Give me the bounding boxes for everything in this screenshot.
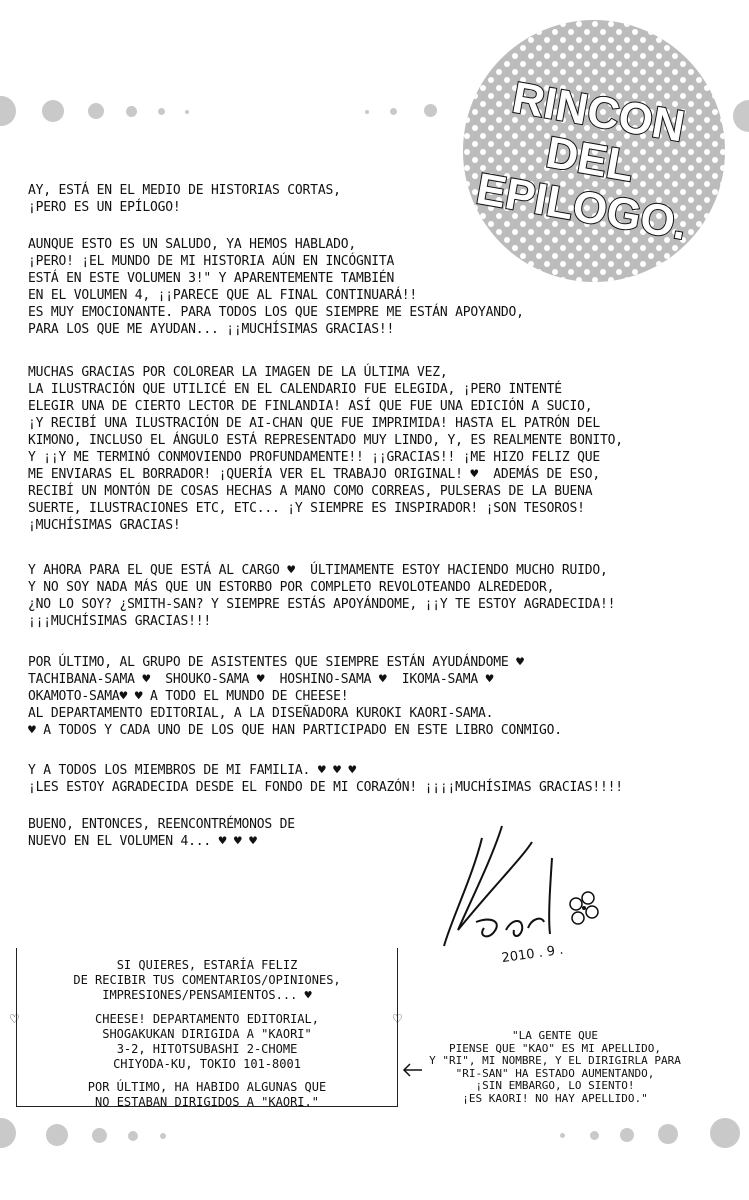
text-line: TACHIBANA-SAMA ♥ SHOUKO-SAMA ♥ HOSHINO-SAMA ♥ IKOMA-SAMA ♥ [28, 672, 494, 687]
paragraph-7 [28, 816, 295, 850]
decor-dot-left-top [0, 96, 16, 126]
text-line: ♥ A TODOS Y CADA UNO DE LOS QUE HAN PARTICIPADO EN ESTE LIBRO CONMIGO. [28, 723, 562, 738]
paragraph-4 [28, 562, 615, 630]
text-line: "LA GENTE QUE [511, 1029, 599, 1042]
decor-dot [46, 1124, 68, 1146]
decor-dot [590, 1131, 599, 1140]
decor-dot-right-top [733, 100, 749, 132]
text-line: DE RECIBIR TUS COMENTARIOS/OPINIONES, [73, 973, 341, 987]
decor-dot [160, 1133, 166, 1139]
text-line: Y AHORA PARA EL QUE ESTÁ AL CARGO ♥ ÚLTIMAMENTE ESTOY HACIENDO MUCHO RUIDO, [28, 563, 608, 578]
decor-dot [88, 103, 104, 119]
text-line: ¡LES ESTOY AGRADECIDA DESDE EL FONDO DE MI CORAZÓN! ¡¡¡¡MUCHÍSIMAS GRACIAS!!!! [28, 780, 623, 795]
paragraph-1 [28, 182, 341, 216]
decor-dot [424, 104, 437, 117]
text-line: ES MUY EMOCIONANTE. PARA TODOS LOS QUE SIEMPRE ME ESTÁN APOYANDO, [28, 305, 524, 320]
text-line: SUERTE, ILUSTRACIONES ETC, ETC... ¡Y SIEMPRE ES INSPIRADOR! ¡SON TESOROS! [28, 501, 585, 516]
text-line: EN EL VOLUMEN 4, ¡¡PARECE QUE AL FINAL CONTINUARÁ!! [28, 288, 417, 303]
text-line: LA ILUSTRACIÓN QUE UTILICÉ EN EL CALENDARIO FUE ELEGIDA, ¡PERO INTENTÉ [28, 382, 562, 397]
text-line: SHOGAKUKAN DIRIGIDA A "KAORI" [102, 1027, 312, 1041]
text-line: ¡PERO! ¡EL MUNDO DE MI HISTORIA AÚN EN INCÓGNITA [28, 254, 395, 269]
decor-dot [158, 108, 165, 115]
text-line: RECIBÍ UN MONTÓN DE COSAS HECHAS A MANO COMO CORREAS, PULSERAS DE LA BUENA [28, 484, 593, 499]
decor-dot [92, 1128, 107, 1143]
decor-dot-left-bottom [0, 1118, 16, 1148]
text-line: 3-2, HITOTSUBASHI 2-CHOME [116, 1042, 298, 1056]
text-line: ¿NO LO SOY? ¿SMITH-SAN? Y SIEMPRE ESTÁS APOYÁNDOME, ¡¡Y TE ESTOY AGRADECIDA!! [28, 597, 616, 612]
decor-dot-right-bottom [710, 1118, 740, 1148]
paragraph-3 [28, 364, 623, 534]
text-line: NO ESTABAN DIRIGIDOS A "KAORI." [95, 1095, 319, 1109]
signature-date: 2010 . 9 . [500, 942, 565, 967]
text-line: CHIYODA-KU, TOKIO 101-8001 [113, 1057, 301, 1071]
text-line: POR ÚLTIMO, HA HABIDO ALGUNAS QUE [87, 1080, 327, 1094]
badge-title: RINCON DEL EPILOGO. [472, 73, 691, 250]
decor-dot [42, 100, 64, 122]
text-line: Y A TODOS LOS MIEMBROS DE MI FAMILIA. ♥ ♥ ♥ [28, 763, 356, 778]
text-line: POR ÚLTIMO, AL GRUPO DE ASISTENTES QUE SIEMPRE ESTÁN AYUDÁNDOME ♥ [28, 655, 524, 670]
letter-box-intro [26, 958, 388, 1003]
text-line: Y "RI", MI NOMBRE, Y EL DIRIGIRLA PARA [429, 1054, 681, 1067]
decor-dot [620, 1128, 634, 1142]
text-line: PARA LOS QUE ME AYUDAN... ¡¡MUCHÍSIMAS GRACIAS!! [28, 322, 395, 337]
text-line: ME ENVIARAS EL BORRADOR! ¡QUERÍA VER EL TRABAJO ORIGINAL! ♥ ADEMÁS DE ESO, [28, 467, 600, 482]
decor-dot [185, 110, 189, 114]
text-line: ¡SIN EMBARGO, LO SIENTO! [475, 1079, 635, 1092]
text-line: ¡ES KAORI! NO HAY APELLIDO." [462, 1091, 648, 1105]
text-line: ¡Y RECIBÍ UNA ILUSTRACIÓN DE AI-CHAN QUE FUE IMPRIMIDA! HASTA EL PATRÓN DEL [28, 416, 600, 431]
text-line: IMPRESIONES/PENSAMIENTOS... ♥ [102, 988, 312, 1002]
text-line: SI QUIERES, ESTARÍA FELIZ [116, 958, 298, 972]
decor-dot [126, 106, 137, 117]
paragraph-2 [28, 236, 524, 338]
side-note [420, 1030, 690, 1105]
text-line: ¡¡¡MUCHÍSIMAS GRACIAS!!! [28, 614, 212, 629]
heart-icon: ♡ [9, 1012, 20, 1026]
text-line: Y ¡¡Y ME TERMINÓ CONMOVIENDO PROFUNDAMENTE!! ¡¡GRACIAS!! ¡ME HIZO FELIZ QUE [28, 450, 600, 465]
text-line: OKAMOTO-SAMA♥ ♥ A TODO EL MUNDO DE CHEESE! [28, 689, 349, 704]
decor-dot [365, 110, 369, 114]
paragraph-6 [28, 762, 623, 796]
decor-dot [658, 1124, 678, 1144]
text-line: MUCHAS GRACIAS POR COLOREAR LA IMAGEN DE LA ÚLTIMA VEZ, [28, 365, 448, 380]
text-line: Y NO SOY NADA MÁS QUE UN ESTORBO POR COMPLETO REVOLOTEANDO ALREDEDOR, [28, 580, 555, 595]
heart-icon: ♡ [392, 1012, 403, 1026]
text-line: ¡MUCHÍSIMAS GRACIAS! [28, 518, 181, 533]
text-line: ELEGIR UNA DE CIERTO LECTOR DE FINLANDIA! ASÍ QUE FUE UNA EDICIÓN A SUCIO, [28, 399, 593, 414]
text-line: PIENSE QUE "KAO" ES MI APELLIDO, [449, 1041, 661, 1055]
decor-dot [560, 1133, 565, 1138]
text-line: AL DEPARTAMENTO EDITORIAL, A LA DISEÑADORA KUROKI KAORI-SAMA. [28, 706, 494, 721]
text-line: "RI-SAN" HA ESTADO AUMENTANDO, [455, 1066, 655, 1080]
text-line: AY, ESTÁ EN EL MEDIO DE HISTORIAS CORTAS, [28, 183, 341, 198]
decor-dot [128, 1131, 138, 1141]
signature-graphic [432, 818, 632, 968]
text-line: CHEESE! DEPARTAMENTO EDITORIAL, [95, 1012, 319, 1026]
mailing-address [26, 1012, 388, 1072]
text-line: ¡PERO ES UN EPÍLOGO! [28, 200, 181, 215]
paragraph-5 [28, 654, 562, 739]
letter-box-closing [26, 1080, 388, 1110]
text-line: ESTÁ EN ESTE VOLUMEN 3!" Y APARENTEMENTE TAMBIÉN [28, 271, 395, 286]
text-line: AUNQUE ESTO ES UN SALUDO, YA HEMOS HABLADO, [28, 237, 356, 252]
text-line: KIMONO, INCLUSO EL ÁNGULO ESTÁ REPRESENTADO MUY LINDO, Y, ES REALMENTE BONITO, [28, 433, 623, 448]
text-line: BUENO, ENTONCES, REENCONTRÉMONOS DE [28, 817, 295, 832]
decor-dot [390, 108, 397, 115]
text-line: NUEVO EN EL VOLUMEN 4... ♥ ♥ ♥ [28, 834, 257, 849]
